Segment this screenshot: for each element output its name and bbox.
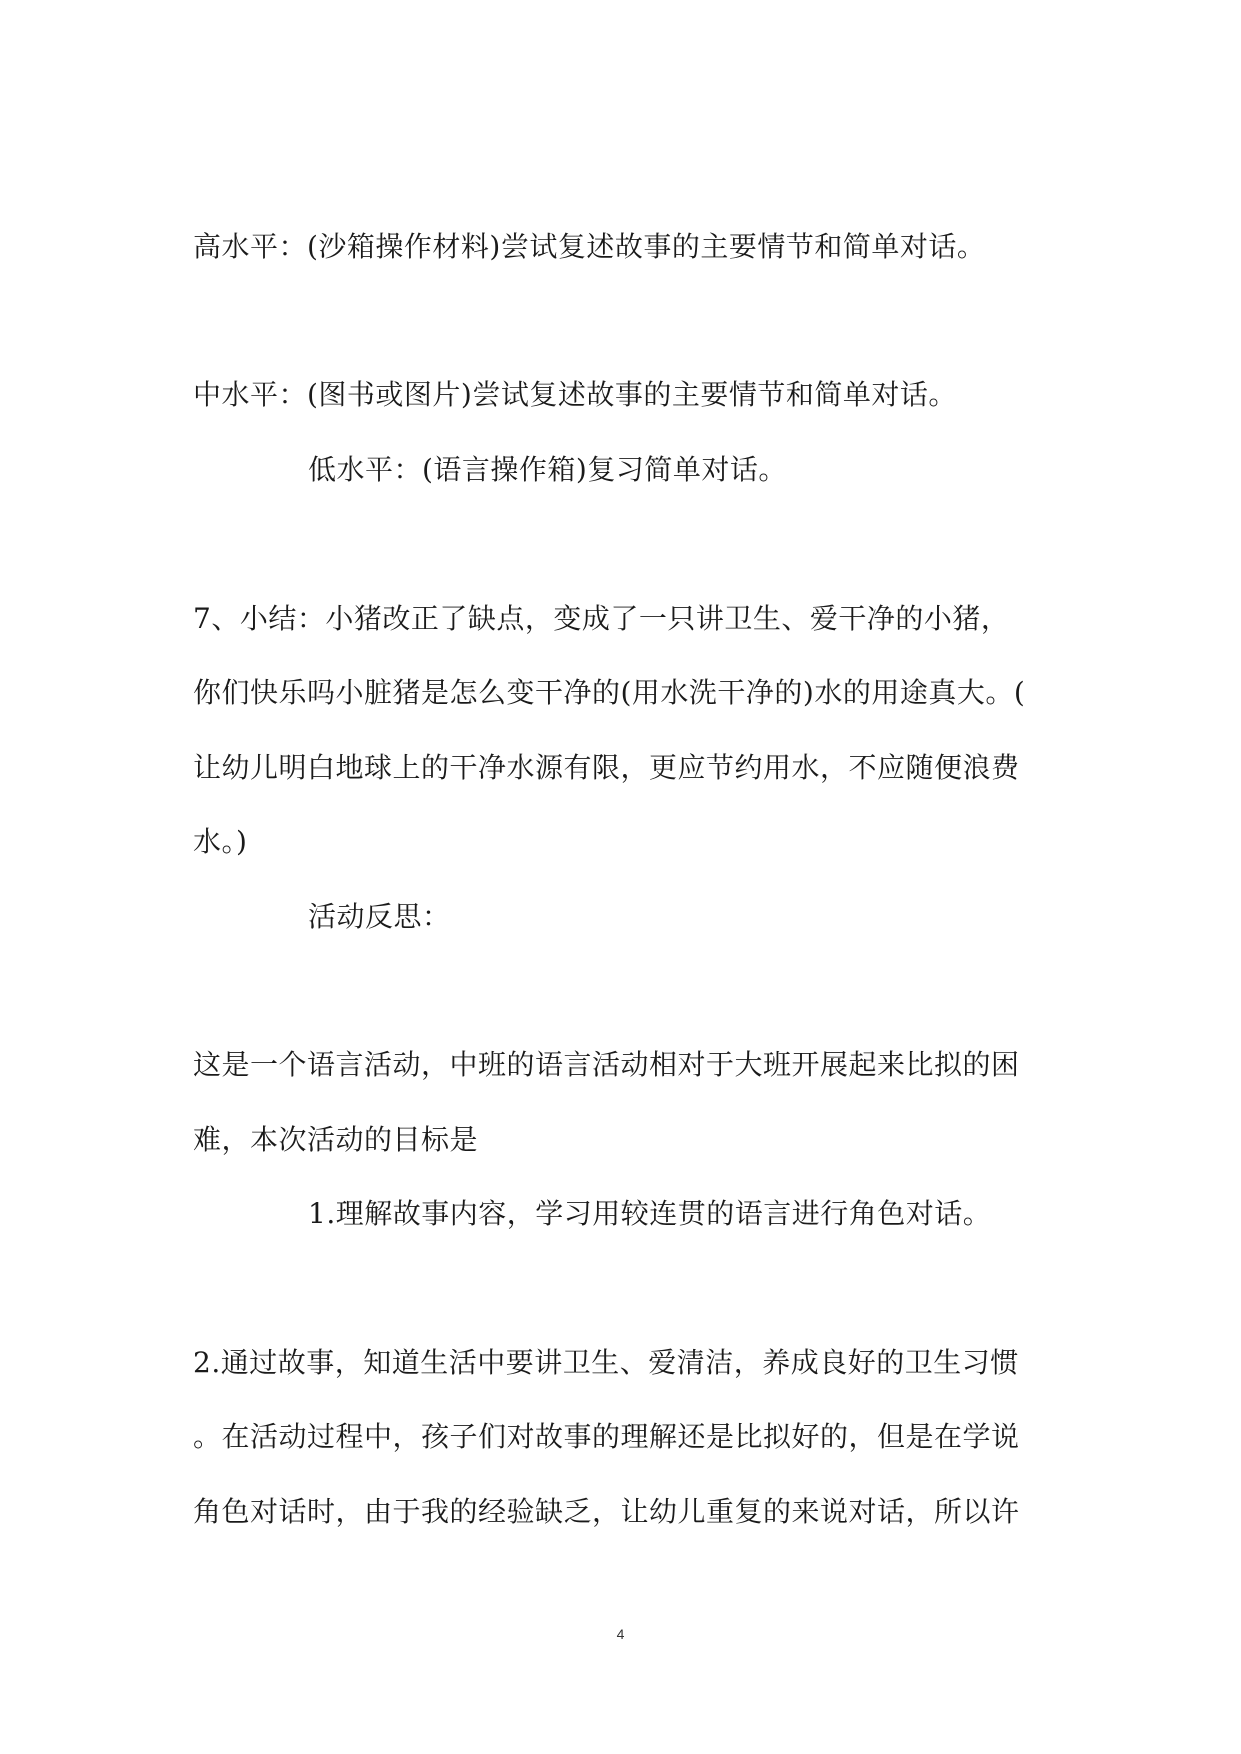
paragraph-summary-line-1: 7、小结：小猪改正了缺点，变成了一只讲卫生、爱干净的小猪， (193, 602, 1010, 635)
paragraph-summary-line-2: 你们快乐吗小脏猪是怎么变干净的(用水洗干净的)水的用途真大。( (193, 676, 1026, 709)
paragraph-reflection-line-1: 这是一个语言活动，中班的语言活动相对于大班开展起来比拟的困 (193, 1048, 1020, 1081)
paragraph-high-level: 高水平：(沙箱操作材料)尝试复述故事的主要情节和简单对话。 (193, 230, 986, 263)
goal-item-1: 1.理解故事内容，学习用较连贯的语言进行角色对话。 (308, 1197, 992, 1230)
goal-item-2-line-1: 2.通过故事，知道生活中要讲卫生、爱清洁，养成良好的卫生习惯 (193, 1346, 1019, 1379)
goal-item-2-line-2: 。在活动过程中，孩子们对故事的理解还是比拟好的，但是在学说 (193, 1420, 1020, 1453)
section-heading-reflection: 活动反思： (308, 900, 451, 933)
paragraph-mid-level: 中水平：(图书或图片)尝试复述故事的主要情节和简单对话。 (193, 378, 957, 411)
paragraph-reflection-line-2: 难，本次活动的目标是 (193, 1123, 479, 1156)
page-number: 4 (616, 1626, 625, 1642)
paragraph-summary-line-3: 让幼儿明白地球上的干净水源有限，更应节约用水，不应随便浪费 (193, 751, 1020, 784)
paragraph-summary-line-4: 水。) (193, 825, 248, 858)
goal-item-2-line-3: 角色对话时，由于我的经验缺乏，让幼儿重复的来说对话，所以许 (193, 1495, 1020, 1528)
paragraph-low-level: 低水平：(语言操作箱)复习简单对话。 (308, 453, 787, 486)
